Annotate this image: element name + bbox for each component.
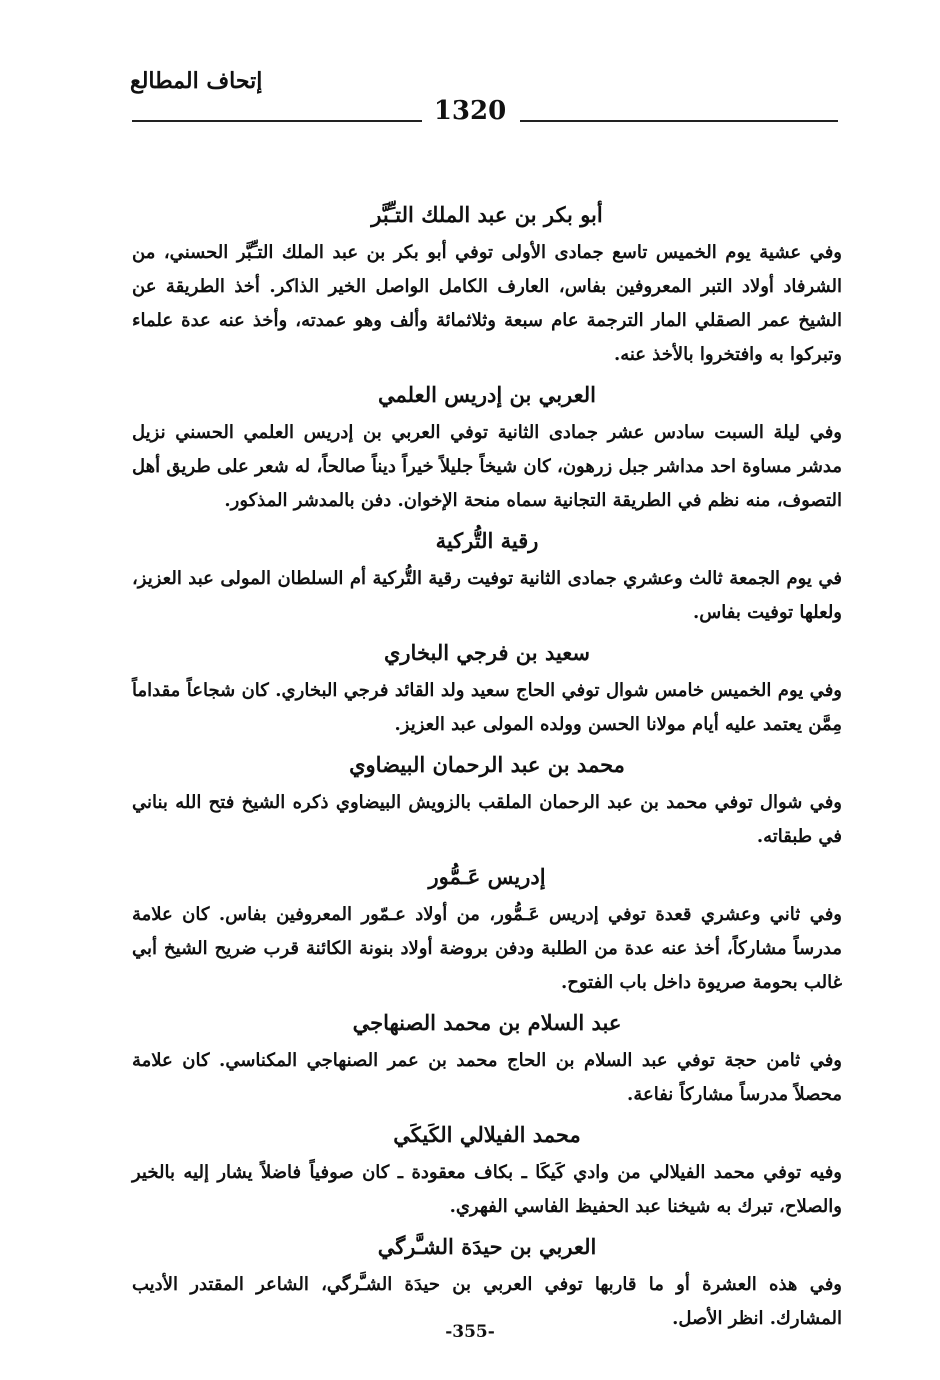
entry-body: وفي شوال توفي محمد بن عبد الرحمان الملقب بالزويش البيضاوي ذكره الشيخ فتح الله بناني في طبقاته.	[132, 792, 842, 847]
entry	[132, 750, 842, 854]
entry-body: وفي يوم الخميس خامس شوال توفي الحاج سعيد ولد القائد فرجي البخاري. كان شجاعاً مقداماً مِمَّن يعتمد عليه أيام مولانا الحسن وولده المولى عبد العزيز.	[132, 680, 842, 735]
entry-body: وفي ليلة السبت سادس عشر جمادى الثانية توفي العربي بن إدريس العلمي الحسني نزيل مدشر مساوة احد مداشر جبل زرهون، كان شيخاً جليلاً خيراً ديناً صالحاً، له شعر على طريق أهل التصوف، منه نظم في الطريقة التجانية سماه منحة الإخوان. دفن بالمدشر المذكور.	[132, 422, 842, 511]
year-heading: 1320	[433, 96, 507, 126]
entry	[132, 1120, 842, 1224]
entry-title: سعيد بن فرجي البخاري	[383, 640, 591, 665]
page-body	[132, 200, 842, 1344]
entry	[132, 1232, 842, 1336]
entry-title: العربي بن إدريس العلمي	[378, 382, 596, 407]
header-rule-right	[520, 120, 838, 122]
entry-body: وفيه توفي محمد الفيلالي من وادي كَيكَا ـ بكاف معقودة ـ كان صوفياً فاضلاً يشار إليه بالخير والصلاح، تبرك به شيخنا عبد الحفيظ الفاسي الفهري.	[132, 1162, 842, 1217]
entry-title: أبو بكر بن عبد الملك التـِّبَّر	[371, 202, 603, 227]
entry	[132, 1008, 842, 1112]
entry	[132, 862, 842, 1000]
entry-title: محمد الفيلالي الكَيكَي	[393, 1122, 581, 1147]
entry-title: رقية التُّركية	[435, 528, 539, 553]
entry-body: وفي عشية يوم الخميس تاسع جمادى الأولى توفي أبو بكر بن عبد الملك التـِّبَّر الحسني، من الشرفاد أولاد التبر المعروفين بفاس، العارف الكامل الواصل الخير الذاكر. أخذ الطريقة عن الشيخ عمر الصقلي المار الترجمة عام سبعة وثلاثمائة وألف وهو عمدته، وأخذ عنه عدة علماء وتبركوا به وافتخروا بالأخذ عنه.	[132, 242, 842, 365]
entry-body: وفي ثامن حجة توفي عبد السلام بن الحاج محمد بن عمر الصنهاجي المكناسي. كان علامة محصلاً مدرساً مشاركاً نفاعة.	[132, 1050, 842, 1105]
entry	[132, 200, 842, 372]
entry	[132, 638, 842, 742]
entry	[132, 526, 842, 630]
entry-body: وفي ثاني وعشري قعدة توفي إدريس عَـمُّور، من أولاد عـمّور المعروفين بفاس. كان علامة مدرساً مشاركاً، أخذ عنه عدة من الطلبة ودفن بروضة أولاد بنونة الكائنة قرب ضريح الشيخ أبي غالب بحومة صريوة داخل باب الفتوح.	[132, 904, 842, 993]
entry-title: إدريس عَـمُّور	[428, 864, 546, 889]
entry-body: وفي هذه العشرة أو ما قاربها توفي العربي بن حيدَة الشـَّرگي، الشاعر المقتدر الأديب المشارك. انظر الأصل.	[132, 1274, 842, 1329]
running-title: إتحاف المطالع	[130, 68, 263, 94]
page-number: -355-	[445, 1322, 495, 1342]
entry-title: العربي بن حيدَة الشـَّرگي	[377, 1234, 597, 1259]
entry	[132, 380, 842, 518]
entry-title: عبد السلام بن محمد الصنهاجي	[352, 1010, 622, 1035]
entry-body: في يوم الجمعة ثالث وعشري جمادى الثانية توفيت رقية التُّركية أم السلطان المولى عبد العزيز، ولعلها توفيت بفاس.	[132, 568, 842, 623]
entry-title: محمد بن عبد الرحمان البيضاوي	[349, 752, 625, 777]
